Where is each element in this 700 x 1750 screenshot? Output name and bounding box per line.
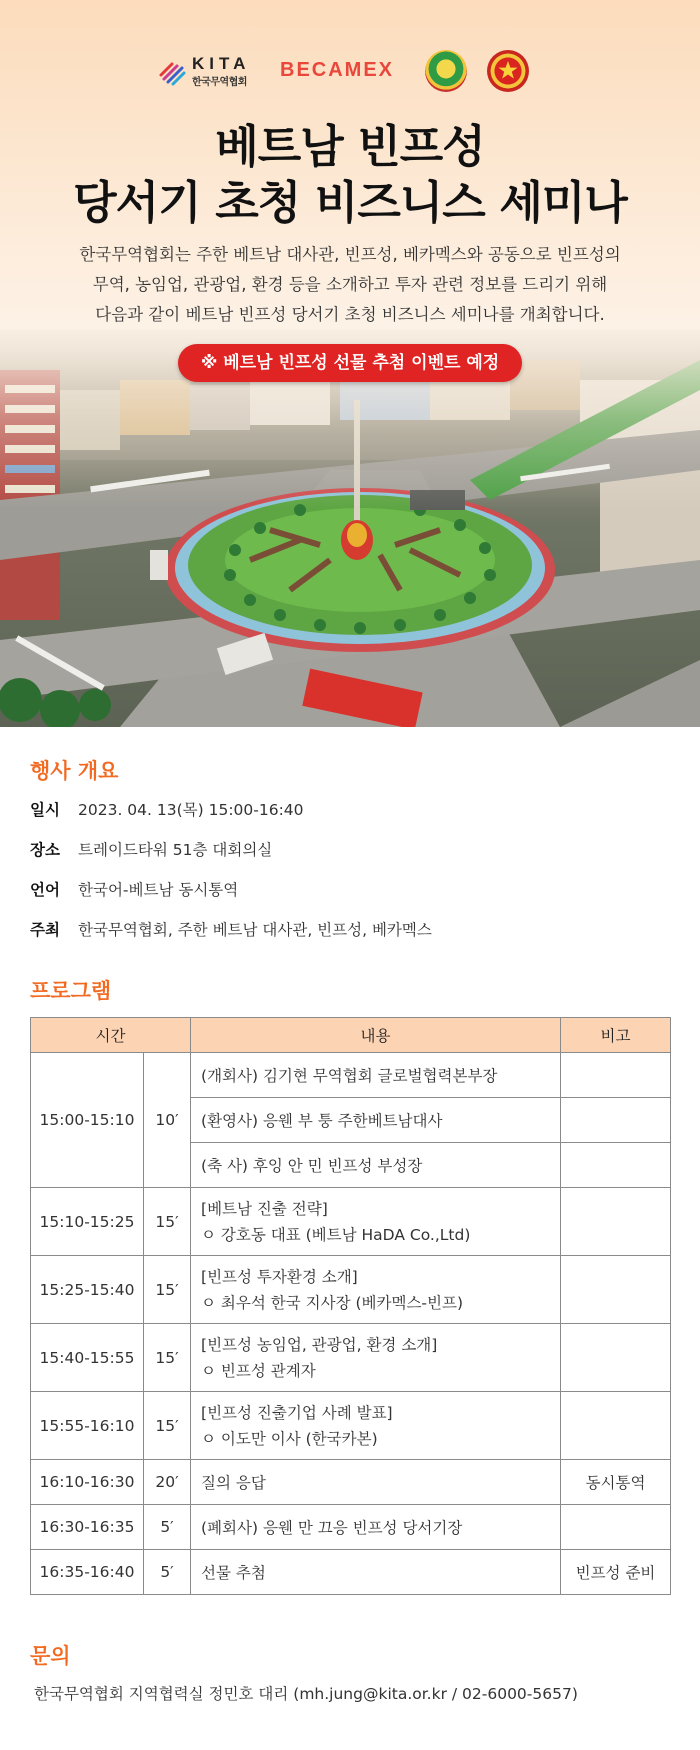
- time-cell: 16:30-16:35: [31, 1505, 144, 1550]
- intro-line: 한국무역협회는 주한 베트남 대사관, 빈프성, 베카멕스와 공동으로 빈프성의: [79, 245, 621, 264]
- note-cell: [561, 1143, 671, 1188]
- page-title-line2: 당서기 초청 비즈니스 세미나: [73, 176, 627, 229]
- table-row: [31, 1550, 671, 1595]
- note-cell: 빈프성 준비: [561, 1550, 671, 1595]
- overview-row-host: [30, 918, 432, 940]
- overview-label: 일시: [30, 801, 60, 819]
- kita-logo: [158, 54, 258, 90]
- table-header-row: [31, 1018, 671, 1053]
- content-speaker: ㅇ 최우석 한국 지사장 (베카멕스-빈프): [201, 1293, 464, 1312]
- header-note: 비고: [561, 1018, 671, 1053]
- overview-label: 언어: [30, 881, 60, 899]
- content-cell: [191, 1392, 561, 1460]
- note-cell: [561, 1392, 671, 1460]
- content-cell: 선물 추첨: [191, 1550, 561, 1595]
- overview-value: 2023. 04. 13(목) 15:00-16:40: [78, 801, 304, 819]
- content-speaker: ㅇ 빈프성 관계자: [201, 1361, 316, 1380]
- kita-logo-subtext: 한국무역협회: [192, 77, 247, 88]
- overview-section-title: 행사 개요: [30, 759, 119, 783]
- becamex-logo: BECAMEX: [280, 59, 395, 81]
- vietnam-national-emblem-icon: [487, 50, 529, 92]
- overview-row-language: [30, 878, 238, 900]
- duration-cell: 5′: [144, 1505, 191, 1550]
- overview-value: 트레이드타워 51층 대회의실: [78, 841, 273, 859]
- duration-cell: 5′: [144, 1550, 191, 1595]
- event-notice-badge: ※ 베트남 빈프성 선물 추첨 이벤트 예정: [178, 344, 522, 382]
- note-cell: [561, 1324, 671, 1392]
- page-title-line1: 베트남 빈프성: [215, 120, 485, 173]
- overview-value: 한국무역협회, 주한 베트남 대사관, 빈프성, 베카멕스: [78, 921, 432, 939]
- header-time: 시간: [31, 1018, 191, 1053]
- content-cell: (환영사) 응웬 부 퉁 주한베트남대사: [191, 1098, 561, 1143]
- content-heading: [빈프성 진출기업 사례 발표]: [201, 1403, 393, 1422]
- table-row: [31, 1188, 671, 1256]
- content-cell: (폐회사) 응웬 만 끄응 빈프성 당서기장: [191, 1505, 561, 1550]
- time-cell: 16:10-16:30: [31, 1460, 144, 1505]
- kita-logo-text: KITA: [192, 54, 251, 73]
- inquiry-section-title: 문의: [30, 1644, 71, 1668]
- duration-cell: 15′: [144, 1392, 191, 1460]
- contact-info: 한국무역협회 지역협력실 정민호 대리 (mh.jung@kita.or.kr / 02-6000-5657): [34, 1685, 578, 1703]
- overview-label: 주최: [30, 921, 60, 939]
- time-cell: 15:00-15:10: [31, 1053, 144, 1188]
- time-cell: 15:10-15:25: [31, 1188, 144, 1256]
- duration-cell: 15′: [144, 1324, 191, 1392]
- time-cell: 15:40-15:55: [31, 1324, 144, 1392]
- table-row: [31, 1460, 671, 1505]
- time-cell: 15:25-15:40: [31, 1256, 144, 1324]
- binh-phuoc-emblem-icon: [425, 50, 467, 92]
- table-row: [31, 1392, 671, 1460]
- note-cell: [561, 1188, 671, 1256]
- time-cell: 15:55-16:10: [31, 1392, 144, 1460]
- intro-line: 다음과 같이 베트남 빈프성 당서기 초청 비즈니스 세미나를 개최합니다.: [95, 305, 605, 324]
- duration-cell: 15′: [144, 1256, 191, 1324]
- overview-row-date: [30, 798, 304, 820]
- content-cell: [191, 1188, 561, 1256]
- time-cell: 16:35-16:40: [31, 1550, 144, 1595]
- content-cell: (축 사) 후잉 안 민 빈프성 부성장: [191, 1143, 561, 1188]
- intro-text: [0, 240, 700, 330]
- note-cell: [561, 1256, 671, 1324]
- kita-mark-icon: [158, 58, 186, 86]
- content-heading: [빈프성 농임업, 관광업, 환경 소개]: [201, 1335, 438, 1354]
- overview-row-venue: [30, 838, 272, 860]
- content-heading: [빈프성 투자환경 소개]: [201, 1267, 358, 1286]
- note-cell: [561, 1505, 671, 1550]
- note-cell: [561, 1098, 671, 1143]
- hero-banner: [0, 0, 700, 727]
- note-cell: 동시통역: [561, 1460, 671, 1505]
- content-speaker: ㅇ 강호동 대표 (베트남 HaDA Co.,Ltd): [201, 1225, 471, 1244]
- duration-cell: 15′: [144, 1188, 191, 1256]
- program-section-title: 프로그램: [30, 979, 112, 1003]
- table-row: [31, 1324, 671, 1392]
- content-cell: (개회사) 김기현 무역협회 글로벌협력본부장: [191, 1053, 561, 1098]
- header-content: 내용: [191, 1018, 561, 1053]
- content-heading: [베트남 진출 전략]: [201, 1199, 328, 1218]
- program-table: [30, 1017, 671, 1595]
- duration-cell: 20′: [144, 1460, 191, 1505]
- note-cell: [561, 1053, 671, 1098]
- content-cell: [191, 1324, 561, 1392]
- table-row: [31, 1505, 671, 1550]
- table-row: [31, 1256, 671, 1324]
- overview-label: 장소: [30, 841, 60, 859]
- content-cell: 질의 응답: [191, 1460, 561, 1505]
- table-row: [31, 1053, 671, 1098]
- content-speaker: ㅇ 이도만 이사 (한국카본): [201, 1429, 378, 1448]
- intro-line: 무역, 농임업, 관광업, 환경 등을 소개하고 투자 관련 정보를 드리기 위해: [92, 275, 608, 294]
- partner-logos: [0, 50, 700, 94]
- content-cell: [191, 1256, 561, 1324]
- overview-value: 한국어-베트남 동시통역: [78, 881, 239, 899]
- duration-cell: 10′: [144, 1053, 191, 1188]
